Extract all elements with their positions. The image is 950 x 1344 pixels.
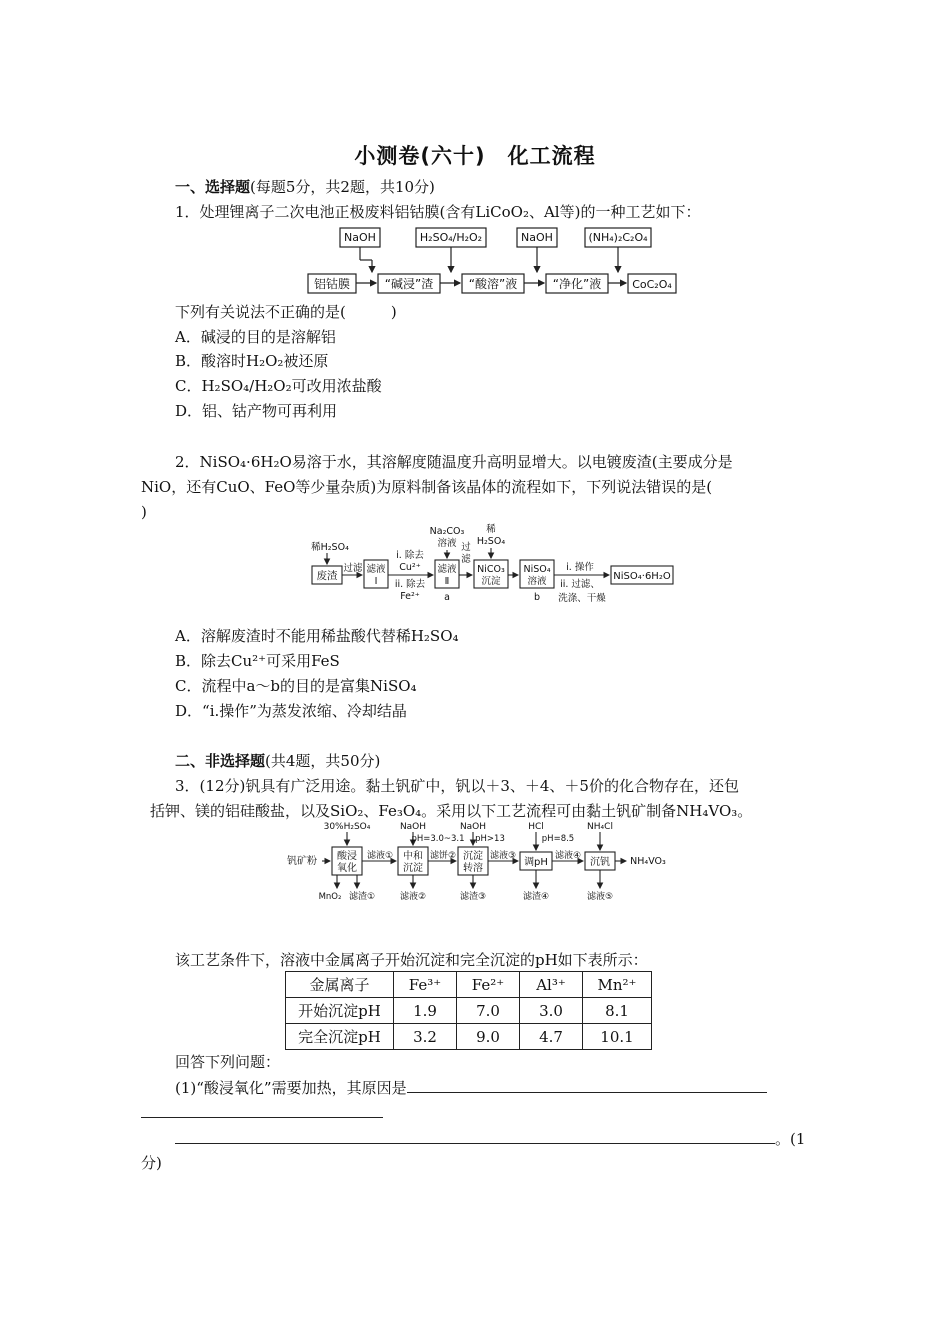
q3-box5: 沉钒 [590, 857, 610, 868]
table-row [286, 1024, 652, 1050]
q2-reagent2b: 溶液 [437, 538, 457, 549]
q2-reagent3a: 稀 [486, 524, 496, 535]
answer-blank[interactable] [407, 1077, 767, 1093]
q3-bottom-2: 滤渣① [348, 892, 376, 902]
q1-node-5: CoC₂O₄ [632, 278, 672, 291]
q3-bottom-6: 滤液⑤ [586, 892, 614, 902]
q1-node-2: “碱浸”渣 [384, 277, 434, 291]
q3-cond-1: pH=3.0~3.1 [411, 834, 465, 844]
q2-s2c: ii. 除去 [394, 579, 426, 590]
q3-stem-line2: 括钾、镁的铝硅酸盐，以及SiO₂、Fe₃O₄。采用以下工艺流程可由黏土钒矿制备NH₄VO₃。 [150, 802, 753, 820]
q3-box2-a: 中和 [403, 851, 423, 862]
q3-link-3: 滤液③ [489, 851, 517, 861]
q2-s5b: ii. 过滤、 [560, 579, 600, 590]
q2-option-c: C．流程中a～b的目的是富集NiSO₄ [175, 677, 417, 695]
table-cell: 9.0 [457, 1024, 520, 1050]
q3-reagent-2: NaOH [399, 822, 427, 832]
q3-box1-b: 氧化 [337, 863, 357, 874]
q2-s2a: i. 除去 [396, 550, 424, 561]
section2-header [175, 751, 380, 771]
q2-product: NiSO₄·6H₂O [613, 571, 671, 582]
answer-blank-line-3 [175, 1128, 805, 1149]
table-cell: 3.2 [394, 1024, 457, 1050]
q3-link-2: 滤饼② [429, 851, 457, 861]
q2-option-d: D．“ⅰ.操作”为蒸发浓缩、冷却结晶 [175, 702, 407, 720]
table-cell: 7.0 [457, 998, 520, 1024]
q1-option-a: A．碱浸的目的是溶解铝 [175, 328, 336, 346]
table-row [286, 998, 652, 1024]
q1-reagent-3: NaOH [521, 231, 553, 244]
q3-sub1-line [175, 1077, 767, 1098]
q3-sub1-end: 。(1 [775, 1130, 806, 1148]
page-title: 小测卷(六十) 化工流程 [354, 144, 596, 168]
section2-heading: 二、非选择题 [175, 752, 266, 770]
q2-box3-b: 沉淀 [481, 576, 501, 587]
q2-flow-diagram [308, 520, 688, 610]
q2-box4-a: NiSO₄ [523, 564, 551, 575]
q2-s5a: i. 操作 [566, 562, 594, 573]
q3-reagent-5: NH₄Cl [587, 822, 613, 832]
q3-flow-diagram [280, 820, 700, 905]
q2-box2-a: 滤液 [437, 564, 457, 575]
q2-stem-line1: 2．NiSO₄·6H₂O易溶于水，其溶解度随温度升高明显增大。以电镀废渣(主要成分是 [175, 453, 733, 471]
q1-node-4: “净化”液 [552, 277, 602, 291]
q2-s5c: 洗涤、干燥 [558, 593, 606, 604]
q3-bottom-4: 滤渣③ [459, 892, 487, 902]
q2-reagent2a: Na₂CO₃ [429, 526, 465, 537]
table-header-cell: Mn²⁺ [583, 972, 652, 998]
table-cell: 8.1 [583, 998, 652, 1024]
q3-answer-prompt: 回答下列问题： [175, 1053, 281, 1071]
q1-option-c: C．H₂SO₄/H₂O₂可改用浓盐酸 [175, 377, 382, 395]
q2-stem-line2: NiO，还有CuO、FeO等少量杂质)为原料制备该晶体的流程如下，下列说法错误的是( [141, 478, 713, 496]
q3-bottom-5: 滤渣④ [522, 892, 550, 902]
q3-product: NH₄VO₃ [630, 856, 666, 867]
q3-cond-3: pH=8.5 [541, 834, 575, 844]
q3-sub1-text: (1)“酸浸氧化”需要加热，其原因是 [175, 1079, 407, 1097]
q3-cond-2: pH>13 [475, 834, 505, 844]
section1-heading: 一、选择题 [175, 178, 251, 196]
answer-blank[interactable] [175, 1128, 775, 1144]
q3-box1-a: 酸浸 [337, 851, 357, 862]
q3-link-1: 滤液① [366, 851, 394, 861]
q2-label-a: a [444, 592, 450, 603]
q2-box1-b: Ⅰ [374, 576, 378, 587]
q2-s2d: Fe²⁺ [400, 591, 420, 602]
q2-step3-b: 滤 [461, 554, 471, 565]
table-cell: 完全沉淀pH [286, 1024, 394, 1050]
q2-label-b: b [533, 592, 541, 603]
table-header-row [286, 972, 652, 998]
q3-reagent-3: NaOH [459, 822, 487, 832]
q2-start: 废渣 [316, 570, 338, 582]
q2-box2-b: Ⅱ [444, 576, 450, 587]
q1-node-1: 铝钴膜 [313, 277, 351, 291]
table-cell: 10.1 [583, 1024, 652, 1050]
q1-node-3: “酸溶”液 [468, 277, 518, 291]
q2-stem-line3: ) [141, 503, 147, 521]
q1-reagent-4: (NH₄)₂C₂O₄ [588, 231, 648, 244]
q3-bottom-1: MnO₂ [318, 892, 342, 902]
q3-start: 钒矿粉 [287, 856, 317, 867]
q3-link-4: 滤液④ [554, 851, 582, 861]
q2-reagent-1: 稀H₂SO₄ [311, 542, 349, 553]
table-header-cell: Fe²⁺ [457, 972, 520, 998]
q3-box3-b: 转溶 [463, 863, 483, 874]
q2-option-b: B．除去Cu²⁺可采用FeS [175, 652, 340, 670]
q2-box4-b: 溶液 [527, 576, 547, 587]
q1-flow-diagram [300, 225, 690, 300]
table-cell: 4.7 [520, 1024, 583, 1050]
answer-blank[interactable] [141, 1102, 383, 1118]
table-header-cell: 金属离子 [286, 972, 394, 998]
q2-step3-a: 过 [461, 542, 471, 553]
section2-note: (共4题，共50分) [265, 752, 381, 770]
q2-option-a: A．溶解废渣时不能用稀盐酸代替稀H₂SO₄ [175, 627, 459, 645]
q1-option-d: D．铝、钴产物可再利用 [175, 402, 338, 420]
q1-reagent-2: H₂SO₄/H₂O₂ [419, 231, 483, 244]
q2-box3-a: NiCO₃ [477, 564, 505, 575]
q2-box1-a: 滤液 [366, 564, 386, 575]
q3-stem-line1: 3．(12分)钒具有广泛用途。黏土钒矿中，钒以＋3、＋4、＋5价的化合物存在，还包 [175, 777, 739, 795]
q1-question: 下列有关说法不正确的是( ) [175, 303, 397, 321]
table-cell: 1.9 [394, 998, 457, 1024]
table-cell: 3.0 [520, 998, 583, 1024]
table-header-cell: Al³⁺ [520, 972, 583, 998]
answer-blank-line-2 [141, 1102, 383, 1123]
ph-table [285, 971, 652, 1050]
section1-header [175, 177, 435, 197]
q1-reagent-1: NaOH [344, 231, 376, 244]
q2-s2b: Cu²⁺ [399, 562, 421, 573]
section1-note: (每题5分，共2题，共10分) [250, 178, 435, 196]
q3-box3-a: 沉淀 [463, 851, 483, 862]
table-header-cell: Fe³⁺ [394, 972, 457, 998]
q3-box2-b: 沉淀 [403, 863, 423, 874]
q1-option-b: B．酸溶时H₂O₂被还原 [175, 352, 329, 370]
q2-step1: 过滤 [343, 563, 363, 574]
q3-reagent-4: HCl [528, 822, 544, 832]
q3-sub1-score: 分) [141, 1154, 162, 1172]
q3-box4: 调pH [524, 857, 548, 868]
table-cell: 开始沉淀pH [286, 998, 394, 1024]
q2-reagent3b: H₂SO₄ [476, 536, 506, 547]
q3-bottom-3: 滤液② [399, 892, 427, 902]
q3-reagent-1: 30%H₂SO₄ [323, 822, 371, 832]
q1-stem: 1．处理锂离子二次电池正极废料铝钴膜(含有LiCoO₂、Al等)的一种工艺如下： [175, 203, 701, 221]
q3-table-intro: 该工艺条件下，溶液中金属离子开始沉淀和完全沉淀的pH如下表所示： [175, 951, 648, 969]
